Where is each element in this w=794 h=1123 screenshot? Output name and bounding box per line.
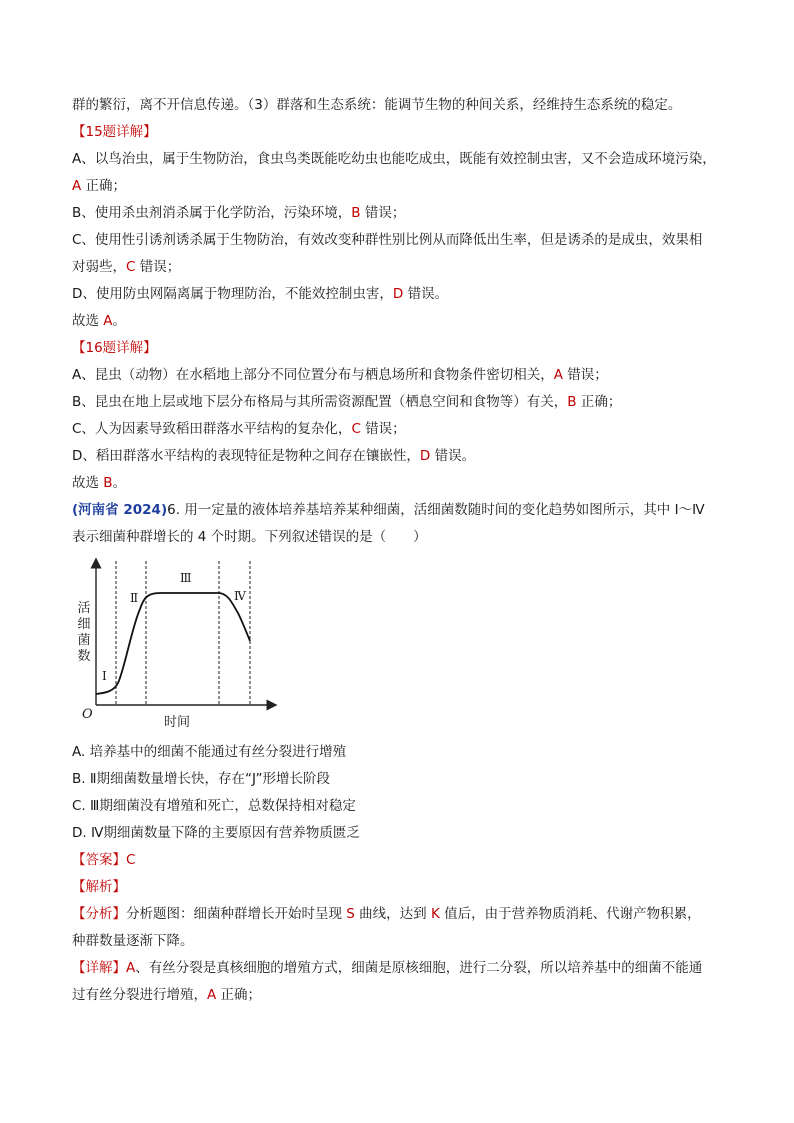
y-axis-label: 活细菌数 [77,601,91,664]
text-line: 群的繁衍，离不开信息传递。（3）群落和生态系统：能调节生物的种间关系，经维持生态系统的稳定。 [72,97,682,113]
question-source: (河南省 2024) [72,502,168,518]
text-line [72,200,727,227]
analysis-heading: 【解析】 [72,879,126,895]
text-line [72,362,727,389]
section-heading-15: 【15题详解】 [72,124,157,140]
option-letter: D [419,448,431,464]
text-line [72,416,727,443]
text-line [72,281,727,308]
phase-label-4: Ⅳ [234,589,246,603]
option-letter: B [103,475,113,491]
growth-curve [96,593,250,694]
option-c: C. Ⅲ期细菌没有增殖和死亡，总数保持相对稳定 [72,798,356,814]
option-b: B. Ⅱ期细菌数量增长快，存在“J”形增长阶段 [72,771,331,787]
text-span: 故选 [72,475,104,491]
text-line: 种群数量逐渐下降。 [72,933,194,949]
section-heading-16: 【16题详解】 [72,340,157,356]
text-span: 对弱些， [72,259,126,275]
text-span: D、稻田群落水平结构的表现特征是物种之间存在镶嵌性， [72,448,420,464]
text-span: B、使用杀虫剂消杀属于化学防治，污染环境， [72,205,352,221]
text-span: B、昆虫在地上层或地下层分布格局与其所需资源配置（栖息空间和食物等）有关， [72,394,568,410]
option-letter: A [72,178,82,194]
text-span: D、使用防虫网隔离属于物理防治，不能效控制虫害， [72,286,393,302]
answer-value: C [126,852,136,868]
option-letter: C [351,421,361,437]
option-letter: A [207,987,217,1003]
answer-tag: 【答案】 [72,852,126,868]
text-span: C、人为因素导致稻田群落水平结构的复杂化， [72,421,352,437]
question-6-line [72,497,727,524]
option-letter: A [126,960,136,976]
option-a: A. 培养基中的细菌不能通过有丝分裂进行增殖 [72,744,347,760]
text-span: 。 [112,313,127,329]
text-line [72,308,727,335]
text-line [72,955,727,982]
text-span: 错误； [360,421,406,437]
option-d: D. Ⅳ期细菌数量下降的主要原因有营养物质匮乏 [72,825,360,841]
text-line: A、以鸟治虫，属于生物防治，食虫鸟类既能吃幼虫也能吃成虫，既能有效控制虫害，又不会造成环境污染， [72,151,716,167]
phase-label-2: Ⅱ [130,591,139,605]
document-page [72,92,727,1009]
option-letter: A [553,367,563,383]
text-span: 用一定量的液体培养基培养某种细菌，活细菌数随时间的变化趋势如图所示，其中 Ⅰ～Ⅳ [180,502,705,518]
text-span: K [430,906,440,922]
text-span: 。 [112,475,127,491]
text-span: 值后，由于营养物质消耗、代谢产物积累， [439,906,701,922]
text-span: 错误； [562,367,608,383]
option-letter: C [126,259,136,275]
text-span: 错误。 [403,286,449,302]
text-line: C、使用性引诱剂诱杀属于生物防治，有效改变种群性别比例从而降低出生率，但是诱杀的是成虫，效果相 [72,232,703,248]
option-letter: A [103,313,113,329]
text-span: 错误； [360,205,406,221]
text-span: 曲线，达到 [354,906,431,922]
text-span: 正确； [81,178,127,194]
growth-curve-figure [72,557,292,737]
option-letter: B [351,205,361,221]
text-span: 错误； [135,259,181,275]
phase-label-1: Ⅰ [102,669,107,683]
text-span: 、有丝分裂是真核细胞的增殖方式，细菌是原核细胞，进行二分裂，所以培养基中的细菌不能通 [135,960,703,976]
text-line [72,470,727,497]
text-span: A、昆虫（动物）在水稻地上部分不同位置分布与栖息场所和食物条件密切相关， [72,367,554,383]
text-span: 分析题图：细菌种群增长开始时呈现 [126,906,347,922]
x-axis-label: 时间 [164,715,191,730]
text-span: 正确； [576,394,622,410]
text-span: 过有丝分裂进行增殖， [72,987,207,1003]
phase-label-3: Ⅲ [180,571,192,585]
text-span: S [346,906,355,922]
answer-line [72,847,727,874]
text-span: 正确； [216,987,262,1003]
text-line [72,254,727,281]
text-line [72,389,727,416]
origin-label: O [82,707,93,722]
text-line [72,901,727,928]
detail-tag: 【详解】 [72,960,126,976]
text-line [72,443,727,470]
text-line [72,982,727,1009]
text-line: 表示细菌种群增长的 4 个时期。下列叙述错误的是（ ） [72,529,427,545]
option-letter: D [392,286,404,302]
text-span: 错误。 [430,448,476,464]
question-number: 6. [167,502,181,518]
option-letter: B [567,394,577,410]
analysis-tag: 【分析】 [72,906,126,922]
text-span: 故选 [72,313,104,329]
text-line [72,173,727,200]
